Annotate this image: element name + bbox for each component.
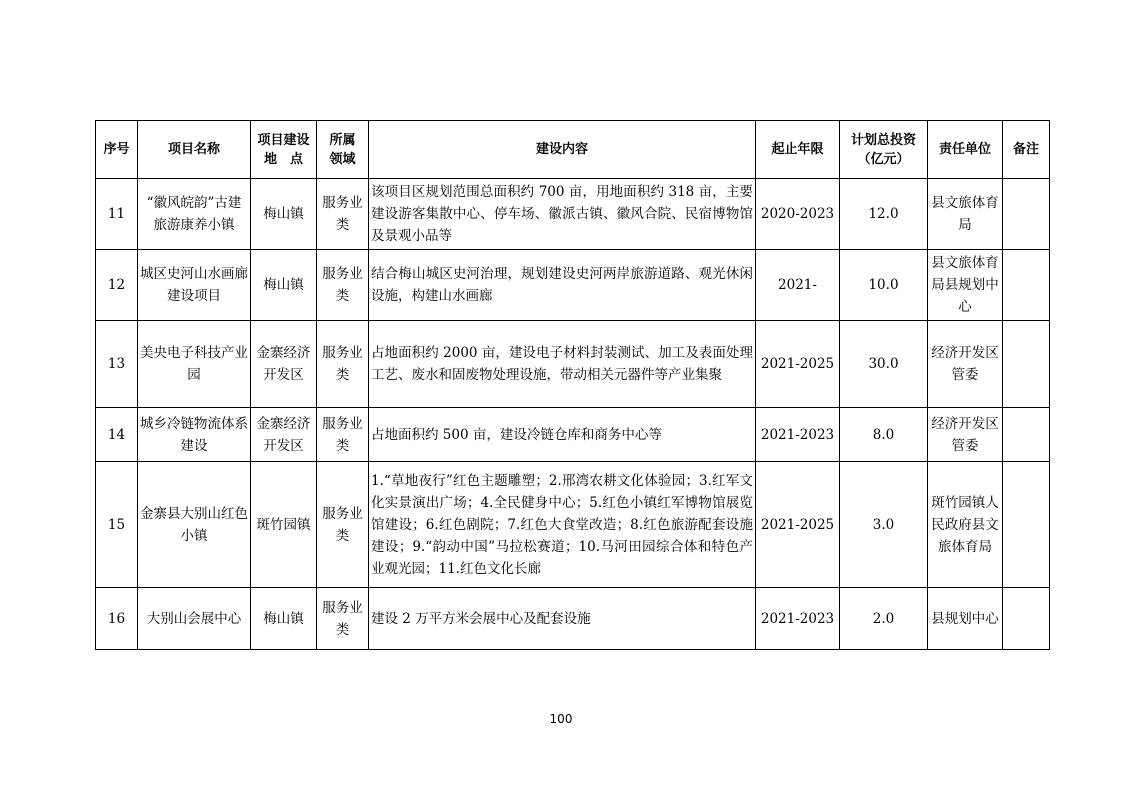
- cell-period: 2020-2023: [756, 179, 840, 250]
- cell-unit: 斑竹园镇人民政府县文旅体育局: [928, 462, 1003, 588]
- cell-period: 2021-: [756, 250, 840, 321]
- cell-period: 2021-2025: [756, 321, 840, 408]
- cell-name: 城乡冷链物流体系建设: [138, 408, 251, 462]
- cell-content: 占地面积约 2000 亩，建设电子材料封装测试、加工及表面处理工艺、废水和固废物处理设施，带动相关元器件等产业集聚: [369, 321, 756, 408]
- header-unit: 责任单位: [928, 121, 1003, 179]
- header-investment: [840, 121, 928, 179]
- header-investment-line1: 计划总投资: [850, 132, 916, 148]
- cell-location: 梅山镇: [251, 588, 317, 650]
- cell-seq: 14: [96, 408, 138, 462]
- table-row: [96, 408, 1050, 462]
- cell-seq: 15: [96, 462, 138, 588]
- cell-investment: 30.0: [840, 321, 928, 408]
- cell-location: 梅山镇: [251, 250, 317, 321]
- cell-content: 占地面积约 500 亩，建设冷链仓库和商务中心等: [369, 408, 756, 462]
- cell-field: 服务业类: [317, 588, 369, 650]
- cell-remark: [1003, 408, 1050, 462]
- cell-remark: [1003, 321, 1050, 408]
- cell-content: 该项目区规划范围总面积约 700 亩，用地面积约 318 亩，主要建设游客集散中心、停车场、徽派古镇、徽风合院、民宿博物馆及景观小品等: [369, 179, 756, 250]
- cell-unit: 经济开发区管委: [928, 321, 1003, 408]
- cell-investment: 3.0: [840, 462, 928, 588]
- cell-unit: 县规划中心: [928, 588, 1003, 650]
- cell-remark: [1003, 462, 1050, 588]
- cell-content: 建设 2 万平方米会展中心及配套设施: [369, 588, 756, 650]
- cell-location: 斑竹园镇: [251, 462, 317, 588]
- table-header-row: [96, 121, 1050, 179]
- project-table: [95, 120, 1050, 650]
- cell-period: 2021-2023: [756, 588, 840, 650]
- table-row: [96, 462, 1050, 588]
- cell-investment: 12.0: [840, 179, 928, 250]
- header-location-line2: 地 点: [263, 151, 303, 167]
- header-content: 建设内容: [369, 121, 756, 179]
- header-remark: 备注: [1003, 121, 1050, 179]
- cell-field: 服务业类: [317, 179, 369, 250]
- cell-name: 城区史河山水画廊建设项目: [138, 250, 251, 321]
- cell-field: 服务业类: [317, 408, 369, 462]
- cell-unit: 经济开发区管委: [928, 408, 1003, 462]
- cell-remark: [1003, 588, 1050, 650]
- table-row: [96, 250, 1050, 321]
- cell-seq: 12: [96, 250, 138, 321]
- cell-content: 结合梅山城区史河治理，规划建设史河两岸旅游道路、观光休闲设施，构建山水画廊: [369, 250, 756, 321]
- cell-name: “徽风皖韵”古建旅游康养小镇: [138, 179, 251, 250]
- header-location-line1: 项目建设: [257, 132, 310, 148]
- page-number: 100: [549, 712, 573, 726]
- cell-investment: 10.0: [840, 250, 928, 321]
- cell-remark: [1003, 179, 1050, 250]
- cell-unit: 县文旅体育局县规划中心: [928, 250, 1003, 321]
- header-name: 项目名称: [138, 121, 251, 179]
- cell-field: 服务业类: [317, 321, 369, 408]
- cell-field: 服务业类: [317, 250, 369, 321]
- header-seq: 序号: [96, 121, 138, 179]
- cell-remark: [1003, 250, 1050, 321]
- header-location: [251, 121, 317, 179]
- cell-period: 2021-2023: [756, 408, 840, 462]
- cell-investment: 2.0: [840, 588, 928, 650]
- cell-name: 美央电子科技产业园: [138, 321, 251, 408]
- cell-name: 大别山会展中心: [138, 588, 251, 650]
- cell-period: 2021-2025: [756, 462, 840, 588]
- header-investment-line2: （亿元）: [857, 151, 910, 167]
- cell-location: 金寨经济开发区: [251, 408, 317, 462]
- cell-content: 1.“草地夜行”红色主题雕塑；2.邢湾农耕文化体验园；3.红军文化实景演出广场；4.全民健身中心；5.红色小镇红军博物馆展览馆建设；6.红色剧院；7.红色大食堂改造；8.红色旅游配套设施建设；9.“韵动中国”马拉松赛道；10.马河田园综合体和特色产业观光园；11.红色文化长廊: [369, 462, 756, 588]
- table-row: [96, 179, 1050, 250]
- header-period: 起止年限: [756, 121, 840, 179]
- cell-seq: 16: [96, 588, 138, 650]
- cell-seq: 13: [96, 321, 138, 408]
- header-field-line2: 领域: [329, 151, 356, 167]
- header-field: [317, 121, 369, 179]
- cell-location: 金寨经济开发区: [251, 321, 317, 408]
- cell-name: 金寨县大别山红色小镇: [138, 462, 251, 588]
- cell-location: 梅山镇: [251, 179, 317, 250]
- table-row: [96, 321, 1050, 408]
- cell-field: 服务业类: [317, 462, 369, 588]
- table-row: [96, 588, 1050, 650]
- cell-seq: 11: [96, 179, 138, 250]
- cell-investment: 8.0: [840, 408, 928, 462]
- header-field-line1: 所属: [329, 132, 356, 148]
- cell-unit: 县文旅体育局: [928, 179, 1003, 250]
